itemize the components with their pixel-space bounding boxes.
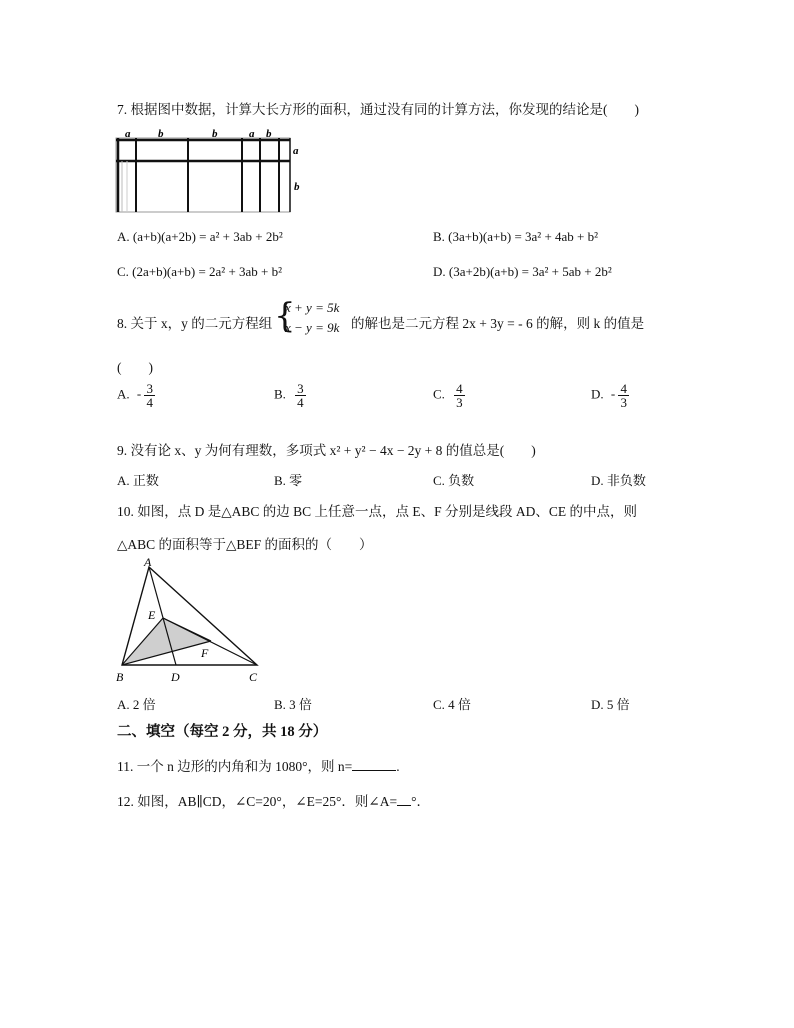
q9-option-c[interactable]: C. 负数 <box>433 473 475 488</box>
q10-option-a[interactable]: A. 2 倍 <box>117 697 156 712</box>
q8-b-label: B. <box>274 386 286 402</box>
q8-d-fraction <box>618 382 629 409</box>
q8-system-brace: { <box>274 296 296 336</box>
q7-option-b[interactable]: B. (3a+b)(a+b) = 3a² + 4ab + b² <box>433 229 599 244</box>
q12-answer-blank[interactable] <box>397 793 411 806</box>
q10-line1: 10. 如图，点 D 是△ABC 的边 BC 上任意一点，点 E、F 分别是线段 AD、CE 的中点，则 <box>117 504 638 519</box>
q10-triangle-figure <box>112 555 272 687</box>
q12 <box>117 790 430 810</box>
q8-b-den: 4 <box>297 395 304 410</box>
q8-option-d[interactable] <box>591 382 629 409</box>
q12-suffix: °． <box>411 794 430 809</box>
q8-eq2: x − y = 9k <box>285 320 340 335</box>
q8-c-fraction <box>454 382 465 409</box>
q10-option-b[interactable]: B. 3 倍 <box>274 697 312 712</box>
q8-d-sign: - <box>610 386 616 402</box>
point-label-d: D <box>171 670 180 684</box>
q7-rectangle-figure <box>114 128 304 214</box>
q8-suffix: 的解也是二元方程 2x + 3y = - 6 的解，则 k 的值是 <box>351 316 645 331</box>
q8-d-num: 4 <box>620 381 627 396</box>
point-label-a: A <box>144 555 152 569</box>
fig-label-b3: b <box>266 128 272 140</box>
point-label-c: C <box>249 670 258 684</box>
q8-a-sign: - <box>136 386 142 402</box>
fig-label-b2: b <box>212 128 218 140</box>
section-fill-in-title: 二、填空（每空 2 分，共 18 分） <box>117 724 328 740</box>
q8-eq1: x + y = 5k <box>285 300 340 315</box>
q8-a-fraction <box>144 382 155 409</box>
q8-c-den: 3 <box>456 395 463 410</box>
q8-a-num: 3 <box>146 381 153 396</box>
q10-option-d[interactable]: D. 5 倍 <box>591 697 630 712</box>
q12-text: 12. 如图，AB∥CD，∠C=20°，∠E=25°．则∠A= <box>117 794 398 809</box>
q9-option-a[interactable]: A. 正数 <box>117 473 159 488</box>
q8-option-b[interactable] <box>274 382 306 409</box>
q7-text: 7. 根据图中数据，计算大长方形的面积，通过没有同的计算方法，你发现的结论是( ) <box>117 102 639 117</box>
q11-text: 11. 一个 n 边形的内角和为 1080°，则 n= <box>117 759 353 774</box>
q8-a-den: 4 <box>146 395 153 410</box>
q8-d-label: D. <box>591 386 604 402</box>
fig-label-b-right: b <box>294 181 300 193</box>
shaded-triangle-bef <box>122 618 211 665</box>
q11-answer-blank[interactable] <box>352 758 396 771</box>
q8-equation-system <box>285 298 339 338</box>
q7-option-a[interactable]: A. (a+b)(a+2b) = a² + 3ab + 2b² <box>117 229 283 244</box>
q7-option-c[interactable]: C. (2a+b)(a+b) = 2a² + 3ab + b² <box>117 264 283 279</box>
point-label-f: F <box>201 646 209 660</box>
q8-c-label: C. <box>433 386 445 402</box>
q8-d-den: 3 <box>620 395 627 410</box>
q7-option-d[interactable]: D. (3a+2b)(a+b) = 3a² + 5ab + 2b² <box>433 264 612 279</box>
fig-label-a1: a <box>125 128 131 140</box>
q11 <box>117 755 400 775</box>
q8-b-num: 3 <box>297 381 304 396</box>
fig-label-a-right: a <box>293 145 299 157</box>
q8-b-fraction <box>295 382 306 409</box>
q8-c-num: 4 <box>456 381 463 396</box>
q11-suffix: . <box>396 759 400 774</box>
point-label-b: B <box>116 670 124 684</box>
q8-paren: ( ) <box>117 360 153 375</box>
q9-option-b[interactable]: B. 零 <box>274 473 303 488</box>
q9-option-d[interactable]: D. 非负数 <box>591 473 646 488</box>
q9-text: 9. 没有论 x、y 为何有理数，多项式 x² + y² − 4x − 2y + 8 的值总是( ) <box>117 443 536 458</box>
q8-prefix: 8. 关于 x，y 的二元方程组 <box>117 316 273 331</box>
q8-option-c[interactable] <box>433 382 465 409</box>
fig-label-a2: a <box>249 128 255 140</box>
q10-line2: △ABC 的面积等于△BEF 的面积的（ ） <box>117 537 373 552</box>
point-label-e: E <box>148 608 156 622</box>
q8-a-label: A. <box>117 386 130 402</box>
q10-option-c[interactable]: C. 4 倍 <box>433 697 471 712</box>
q8-option-a[interactable] <box>117 382 155 409</box>
fig-label-b1: b <box>158 128 164 140</box>
